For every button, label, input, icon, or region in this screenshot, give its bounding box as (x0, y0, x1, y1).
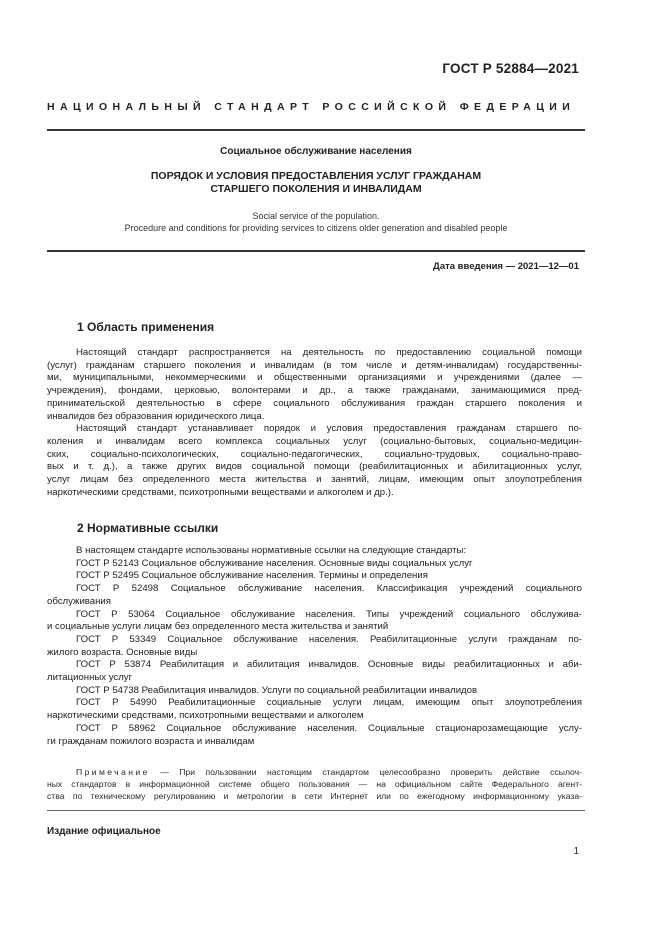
text-line: литационных услуг (47, 672, 133, 684)
introduction-date: Дата введения — 2021—12—01 (433, 261, 579, 272)
text-line: ги гражданам пожилого возраста и инвалидам (47, 735, 255, 747)
title-divider (47, 250, 585, 252)
note-label: Примечание (76, 767, 150, 777)
text-line: ГОСТ Р 54738 Реабилитация инвалидов. Услуги по социальной реабилитации инвалидов (76, 684, 478, 696)
text-line: наркотическими средствами, психотропными веществами и алкоголем и др.). (47, 486, 394, 498)
gost-code: ГОСТ Р 52884—2021 (442, 61, 579, 76)
text-line: учреждения), фондами, церковью, волонтерами и др., а также гражданами, занимающимися пред- (47, 385, 582, 397)
document-title-line2: СТАРШЕГО ПОКОЛЕНИЯ И ИНВАЛИДАМ (210, 183, 422, 195)
text-line: ГОСТ Р 54990 Реабилитационные социальные услуги лицам, имеющим опыт злоупотребления (76, 697, 582, 709)
note-line-3: ства по техническому регулированию и метрологии в сети Интернет или по ежегодному информационному указа- (47, 791, 582, 801)
text-line: ми, муниципальными, некоммерческими и общественными организациями и учреждениями (далее — (47, 372, 582, 384)
text-line: ГОСТ Р 53064 Социальное обслуживание населения. Типы учреждений социального обслужива- (76, 608, 582, 620)
subject-title: Социальное обслуживание населения (220, 146, 412, 157)
text-line: ских, социально-психологических, социально-педагогических, социально-трудовых, социально-право- (47, 448, 582, 460)
national-standard-heading: НАЦИОНАЛЬНЫЙ СТАНДАРТ РОССИЙСКОЙ ФЕДЕРАЦИИ (47, 101, 576, 113)
note-block (47, 766, 582, 802)
text-line: ГОСТ Р 52498 Социальное обслуживание населения. Классификация учреждений социального (76, 583, 582, 595)
text-line: инвалидов без образования юридического лица. (47, 410, 265, 422)
text-line: ГОСТ Р 53349 Социальное обслуживание населения. Реабилитационные услуги гражданам по- (76, 633, 582, 645)
footer-divider (47, 810, 585, 811)
text-line: обслуживания (47, 595, 111, 607)
section-2-body (47, 545, 582, 748)
text-line: Настоящий стандарт устанавливает порядок и условия предоставления гражданам старшего по- (76, 423, 582, 435)
text-line: ГОСТ Р 52495 Социальное обслуживание населения. Термины и определения (76, 570, 428, 582)
text-line: Настоящий стандарт распространяется на деятельность по предоставлению социальной помощи (76, 347, 582, 358)
official-edition-label: Издание официальное (47, 826, 161, 837)
text-line: услуг лицам без определенного места жительства и занятий, лицам, имеющим опыт злоупотребления (47, 474, 582, 486)
text-line: жилого возраста. Основные виды (47, 646, 198, 658)
english-title-line1: Social service of the population. (252, 211, 380, 221)
text-line: коления и инвалидам всего комплекса социальных услуг (социально-бытовых, социально-медицин- (47, 435, 582, 447)
text-line: ГОСТ Р 52143 Социальное обслуживание населения. Основные виды социальных услуг (76, 557, 473, 569)
text-line: ГОСТ Р 53874 Реабилитация и абилитация инвалидов. Основные виды реабилитационных и аби- (76, 659, 582, 671)
note-line-1: Примечание — При пользовании настоящим стандартом целесообразно проверить действие ссылоч- (76, 767, 582, 777)
text-line: ГОСТ Р 58962 Социальное обслуживание населения. Социальные стационарозамещающие услу- (76, 722, 582, 734)
text-line: (услуг) гражданам старшего поколения и инвалидам (в том числе и детям-инвалидам) государственны- (47, 359, 582, 371)
text-line: принимательской деятельностью в сфере социального обслуживания граждан старшего поколения и (47, 397, 582, 409)
text-line: наркотическими средствами, психотропными веществами и алкоголем (47, 710, 364, 722)
document-title (47, 170, 585, 196)
text-line: В настоящем стандарте использованы нормативные ссылки на следующие стандарты: (76, 545, 467, 556)
top-divider (47, 129, 585, 131)
text-line: вых и т. д.), а также других видов социальной помощи (реабилитационных и абилитационных услуг, (47, 461, 582, 473)
section-1-heading: 1 Область применения (77, 320, 215, 334)
document-title-line1: ПОРЯДОК И УСЛОВИЯ ПРЕДОСТАВЛЕНИЯ УСЛУГ ГРАЖДАНАМ (150, 170, 482, 182)
note-line-2: ных стандартов в информационной системе общего пользования — на официальном сайте Федерального агент- (47, 779, 582, 789)
page-number: 1 (573, 846, 579, 857)
section-1-body (47, 347, 582, 499)
english-title (47, 210, 585, 234)
english-title-line2: Procedure and conditions for providing services to citizens older generation and disabled people (124, 223, 508, 233)
section-2-heading: 2 Нормативные ссылки (77, 521, 219, 535)
text-line: и социальные услуги лицам без определенного места жительства и занятий (47, 621, 389, 633)
